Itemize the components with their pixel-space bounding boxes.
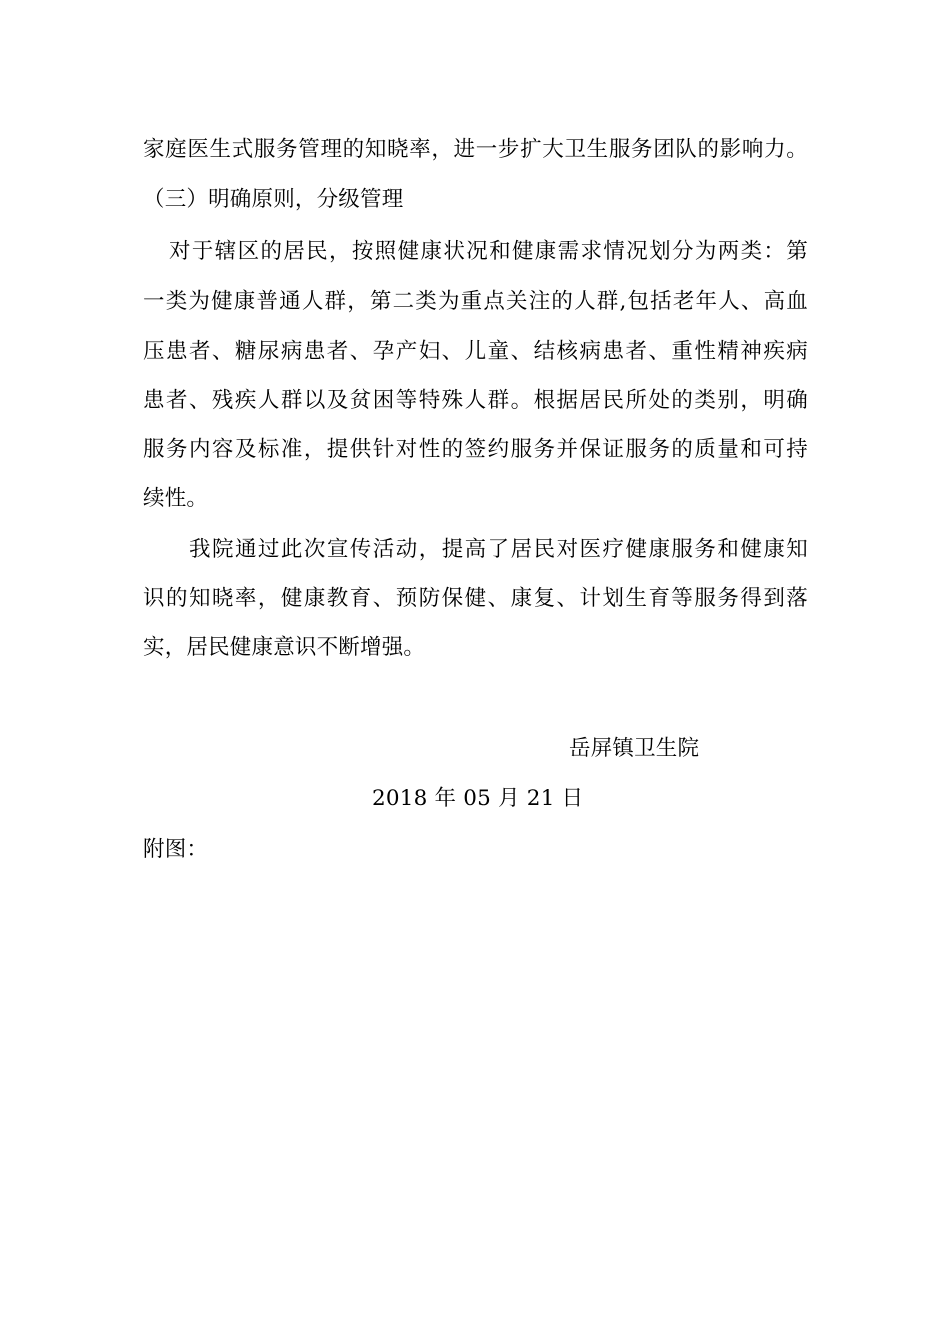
section-heading: （三）明确原则，分级管理: [143, 187, 404, 212]
paragraph-line: 对于辖区的居民，按照健康状况和健康需求情况划分为两类：第: [169, 239, 808, 264]
signature-organization: 岳屏镇卫生院: [569, 736, 700, 761]
paragraph-line: 实，居民健康意识不断增强。: [143, 635, 426, 660]
paragraph-line: 压患者、糖尿病患者、孕产妇、儿童、结核病患者、重性精神疾病: [143, 339, 808, 364]
paragraph-line: 我院通过此次宣传活动，提高了居民对医疗健康服务和健康知: [189, 537, 808, 562]
paragraph-line: 续性。: [143, 486, 209, 511]
paragraph-line: 服务内容及标准，提供针对性的签约服务并保证服务的质量和可持: [143, 437, 808, 462]
paragraph-line: 识的知晓率，健康教育、预防保健、康复、计划生育等服务得到落: [143, 586, 808, 611]
paragraph-line: 一类为健康普通人群，第二类为重点关注的人群,包括老年人、高血: [143, 289, 808, 314]
paragraph-line: 患者、残疾人群以及贫困等特殊人群。根据居民所处的类别，明确: [143, 388, 808, 413]
paragraph-line: 家庭医生式服务管理的知晓率，进一步扩大卫生服务团队的影响力。: [143, 137, 808, 162]
attachment-label: 附图：: [143, 837, 209, 862]
signature-date: 2018 年 05 月 21 日: [372, 786, 584, 811]
